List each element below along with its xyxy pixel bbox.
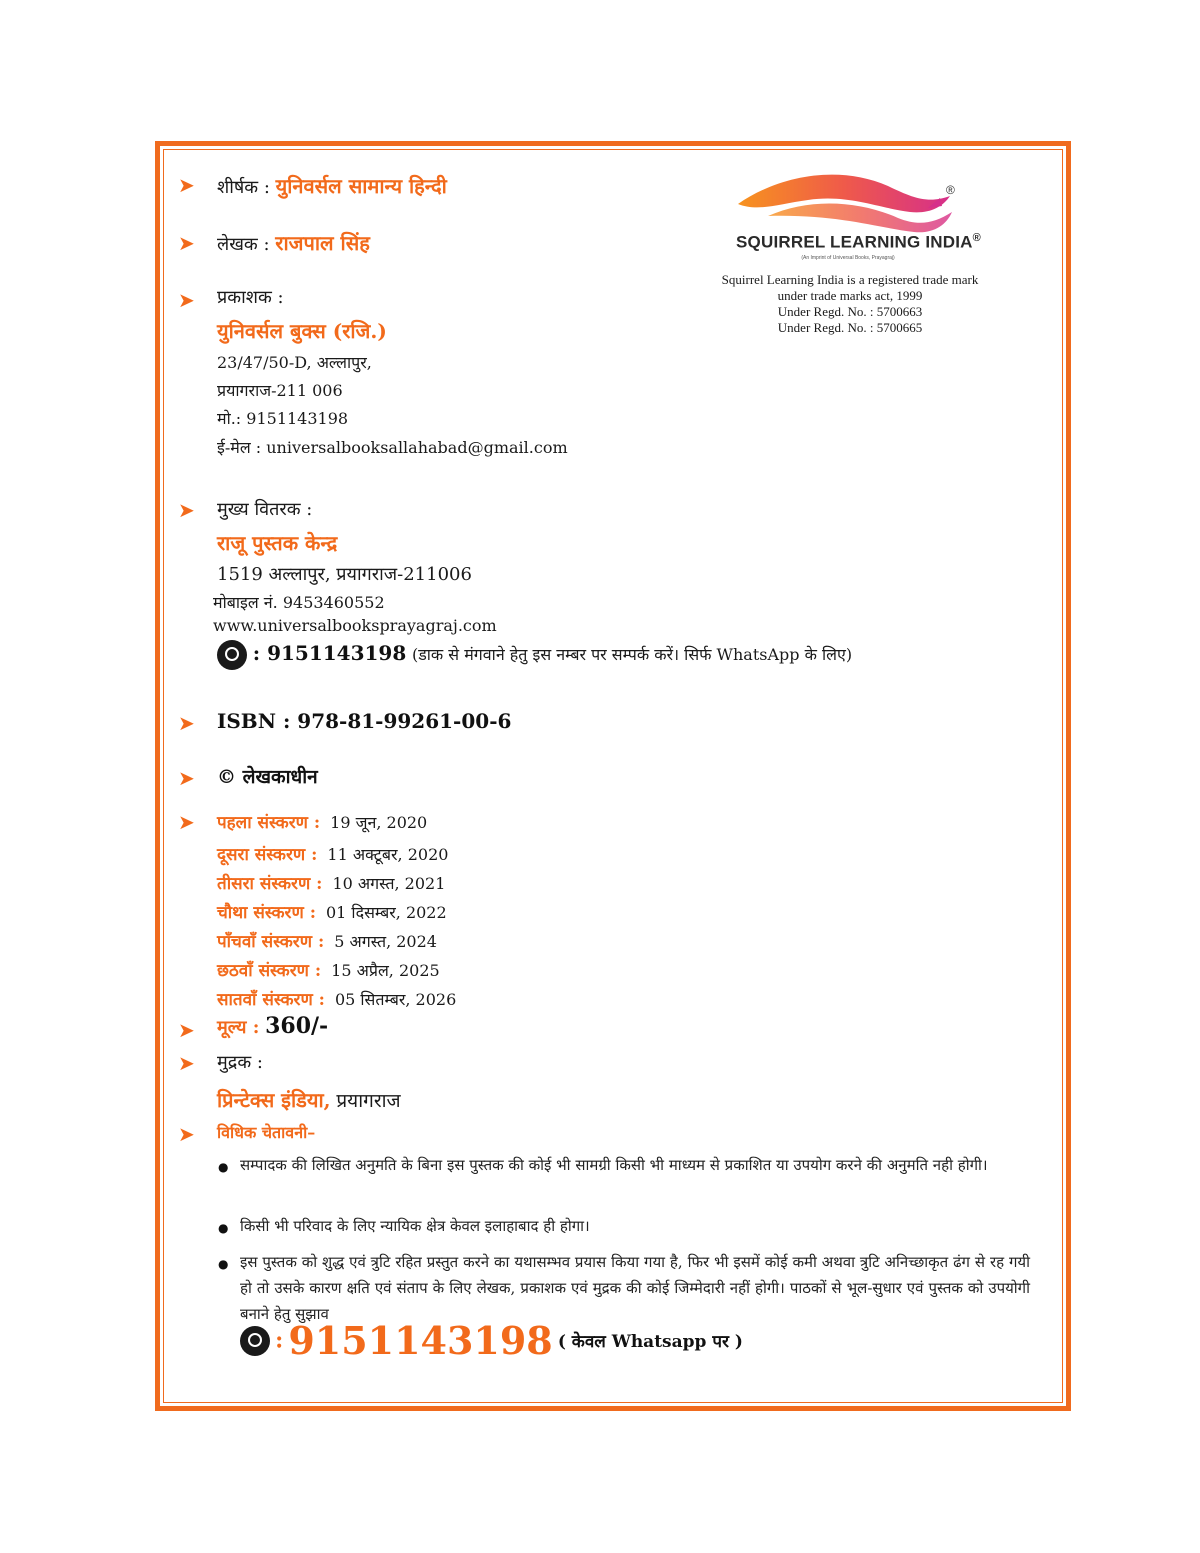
edition-label: तीसरा संस्करण : <box>217 874 323 894</box>
edition-row <box>217 810 427 833</box>
publisher-email: ई-मेल : universalbooksallahabad@gmail.com <box>217 438 568 457</box>
author-label: लेखक : <box>217 234 270 255</box>
edition-label: दूसरा संस्करण : <box>217 845 318 865</box>
legal-item-3: इस पुस्तक को शुद्ध एवं त्रुटि रहित प्रस्तुत करने का यथासम्भव प्रयास किया गया है, फिर भी इसमें कोई कमी अथवा त्रुटि अनिच्छाकृत ढंग से रह गयी हो तो उसके कारण क्षति एवं संताप के लिए लेखक, प्रकाशक एवं मुद्रक की कोई जिम्मेदारी नहीं होगी। पाठकों से भूल-सुधार एवं पुस्तक को उपयोगी बनाने हेतु सुझाव <box>240 1253 1030 1323</box>
trademark-line-1: Squirrel Learning India is a registered trade mark <box>721 272 979 287</box>
arrow-bullet-icon: ➤ <box>178 173 195 197</box>
edition-row <box>217 842 448 865</box>
arrow-bullet-icon: ➤ <box>178 810 195 834</box>
arrow-bullet-icon: ➤ <box>178 766 195 790</box>
logo-brand: SQUIRREL LEARNING INDIA® <box>736 232 981 252</box>
isbn: ISBN : 978-81-99261-00-6 <box>217 709 512 733</box>
title-value: युनिवर्सल सामान्य हिन्दी <box>275 174 447 198</box>
whatsapp-number: : 9151143198 <box>252 641 407 665</box>
price-label: मूल्य : <box>217 1017 260 1038</box>
whatsapp-icon <box>217 640 247 670</box>
edition-date: 01 दिसम्बर, 2022 <box>325 903 447 922</box>
footer-phone-number: 9151143198 <box>288 1318 553 1363</box>
copyright: © लेखकाधीन <box>217 766 318 788</box>
trademark-line-3: Under Regd. No. : 5700663 <box>777 304 923 319</box>
publisher-address1: 23/47/50-D, अल्लापुर, <box>217 353 372 372</box>
registered-mark: ® <box>946 183 955 197</box>
edition-label: सातवाँ संस्करण : <box>217 990 325 1010</box>
printer-row <box>217 1086 401 1113</box>
edition-label: चौथा संस्करण : <box>217 903 316 923</box>
whatsapp-row <box>217 640 852 670</box>
edition-row <box>217 929 437 952</box>
footer-phone <box>240 1318 743 1363</box>
whatsapp-icon <box>240 1326 270 1356</box>
distributor-label: मुख्य वितरक : <box>217 499 313 520</box>
arrow-bullet-icon: ➤ <box>178 231 195 255</box>
edition-date: 11 अक्टूबर, 2020 <box>327 845 449 864</box>
edition-row <box>217 958 440 981</box>
legal-item-1: सम्पादक की लिखित अनुमति के बिना इस पुस्तक की कोई भी सामग्री किसी भी माध्यम से प्रकाशित या उपयोग करने की अनुमति नही होगी। <box>240 1156 988 1174</box>
author-value: राजपाल सिंह <box>275 231 370 255</box>
edition-date: 19 जून, 2020 <box>330 813 428 832</box>
author-row <box>217 229 370 256</box>
arrow-bullet-icon: ➤ <box>178 711 195 735</box>
title-label: शीर्षक : <box>217 177 270 198</box>
price-value: 360/- <box>265 1013 329 1039</box>
edition-date: 05 सितम्बर, 2026 <box>334 990 457 1009</box>
distributor-address: 1519 अल्लापुर, प्रयागराज-211006 <box>217 564 472 585</box>
edition-label: छठवाँ संस्करण : <box>217 961 322 981</box>
printer-label: मुद्रक : <box>217 1052 263 1073</box>
legal-bullet-3: ● <box>218 1257 229 1271</box>
footer-phone-note: ( केवल Whatsapp पर ) <box>557 1332 743 1352</box>
distributor-website: www.universalbooksprayagraj.com <box>213 616 497 635</box>
edition-date: 10 अगस्त, 2021 <box>332 874 446 893</box>
arrow-bullet-icon: ➤ <box>178 288 195 312</box>
legal-item-2: किसी भी परिवाद के लिए न्यायिक क्षेत्र केवल इलाहाबाद ही होगा। <box>240 1217 590 1235</box>
logo-imprint: (An Imprint of Universal Books, Prayagraj) <box>801 255 895 261</box>
arrow-bullet-icon: ➤ <box>178 1051 195 1075</box>
distributor-name: राजू पुस्तक केन्द्र <box>217 531 338 555</box>
printer-name: प्रिन्टेक्स इंडिया, <box>217 1088 331 1112</box>
edition-label: पहला संस्करण : <box>217 813 321 833</box>
trademark-line-2: under trade marks act, 1999 <box>777 288 923 303</box>
distributor-mobile: मोबाइल नं. 9453460552 <box>213 593 385 612</box>
arrow-bullet-icon: ➤ <box>178 1018 195 1042</box>
publisher-mobile: मो.: 9151143198 <box>217 409 349 428</box>
publisher-address2: प्रयागराज-211 006 <box>217 381 343 400</box>
footer-colon: : <box>275 1327 284 1354</box>
edition-label: पाँचवाँ संस्करण : <box>217 932 325 952</box>
trademark-line-4: Under Regd. No. : 5700665 <box>777 320 923 335</box>
publisher-name: युनिवर्सल बुक्स (रजि.) <box>217 319 387 343</box>
arrow-bullet-icon: ➤ <box>178 1122 195 1146</box>
legal-bullet-2: ● <box>218 1221 229 1235</box>
edition-row <box>217 987 456 1010</box>
edition-date: 5 अगस्त, 2024 <box>334 932 437 951</box>
edition-row <box>217 871 445 894</box>
title-row <box>217 172 447 199</box>
whatsapp-note: (डाक से मंगवाने हेतु इस नम्बर पर सम्पर्क करें। सिर्फ WhatsApp के लिए) <box>411 645 853 664</box>
price-row <box>217 1013 328 1039</box>
edition-date: 15 अप्रैल, 2025 <box>331 961 440 980</box>
edition-row <box>217 900 447 923</box>
legal-bullet-1: ● <box>218 1160 229 1174</box>
printer-city: प्रयागराज <box>336 1090 401 1112</box>
publisher-label: प्रकाशक : <box>217 287 284 308</box>
legal-label: विधिक चेतावनी– <box>217 1123 316 1142</box>
arrow-bullet-icon: ➤ <box>178 498 195 522</box>
